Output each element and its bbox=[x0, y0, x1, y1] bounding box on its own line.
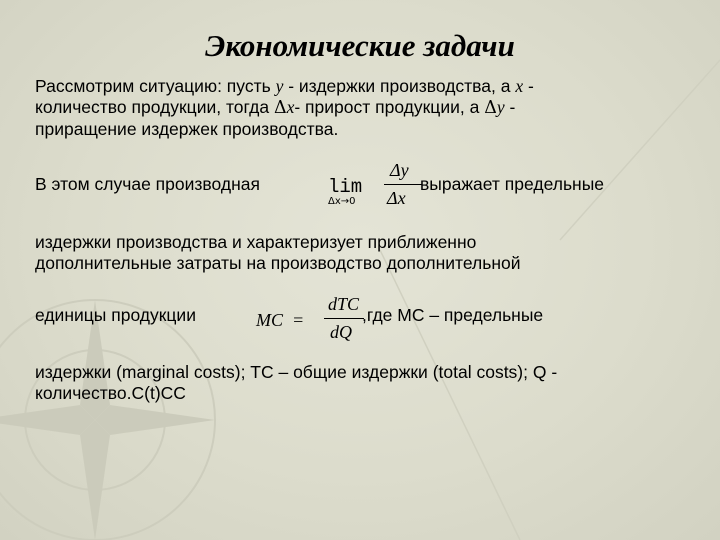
fraction-denominator-dq: dQ bbox=[330, 322, 352, 342]
variable-x: x bbox=[515, 76, 524, 96]
derivative-sentence-start: В этом случае производная bbox=[35, 174, 260, 194]
text-line: издержки производства и характеризует приближенно bbox=[35, 232, 477, 252]
text-segment: Рассмотрим ситуацию: пусть bbox=[35, 76, 276, 96]
limit-subscript: Δx→0 bbox=[328, 196, 356, 207]
fraction-bar bbox=[384, 184, 422, 185]
text-segment: - прирост продукции, а bbox=[294, 97, 485, 117]
text-segment: - издержки производства, а bbox=[283, 76, 516, 96]
text-line: издержки (marginal costs); ТС – общие издержки (total costs); Q - bbox=[35, 362, 558, 382]
delta-symbol: Δ bbox=[273, 98, 287, 118]
variable-y: y bbox=[496, 97, 505, 117]
mc-lhs: MC = bbox=[256, 310, 305, 330]
variable-y: y bbox=[275, 76, 284, 96]
delta-symbol: Δ bbox=[484, 98, 497, 118]
fraction-numerator-dtc: dTC bbox=[328, 294, 360, 314]
text-line: количество.C(t)CC bbox=[35, 383, 186, 403]
text-segment: количество продукции, тогда bbox=[35, 97, 274, 117]
text-segment: приращение издержек производства. bbox=[35, 119, 339, 139]
paragraph-definitions-costs bbox=[35, 362, 675, 404]
variable-x: x bbox=[286, 97, 295, 117]
text-line: дополнительные затраты на производство дополнительной bbox=[35, 253, 521, 273]
mc-sentence-start: единицы продукции bbox=[35, 305, 196, 325]
derivative-sentence-end: выражает предельные bbox=[420, 174, 605, 194]
mc-sentence-end: ,где МС – предельные bbox=[362, 305, 544, 325]
paragraph-definitions bbox=[35, 76, 675, 140]
text-segment: - bbox=[523, 76, 534, 96]
text-segment: - bbox=[504, 97, 516, 117]
fraction-bar bbox=[324, 318, 364, 319]
limit-operator: lim bbox=[328, 176, 363, 198]
fraction-denominator-dx: Δx bbox=[387, 188, 406, 208]
fraction-numerator-dy: Δy bbox=[390, 160, 409, 180]
paragraph-marginal bbox=[35, 232, 675, 274]
slide-title: Экономические задачи bbox=[205, 28, 515, 63]
